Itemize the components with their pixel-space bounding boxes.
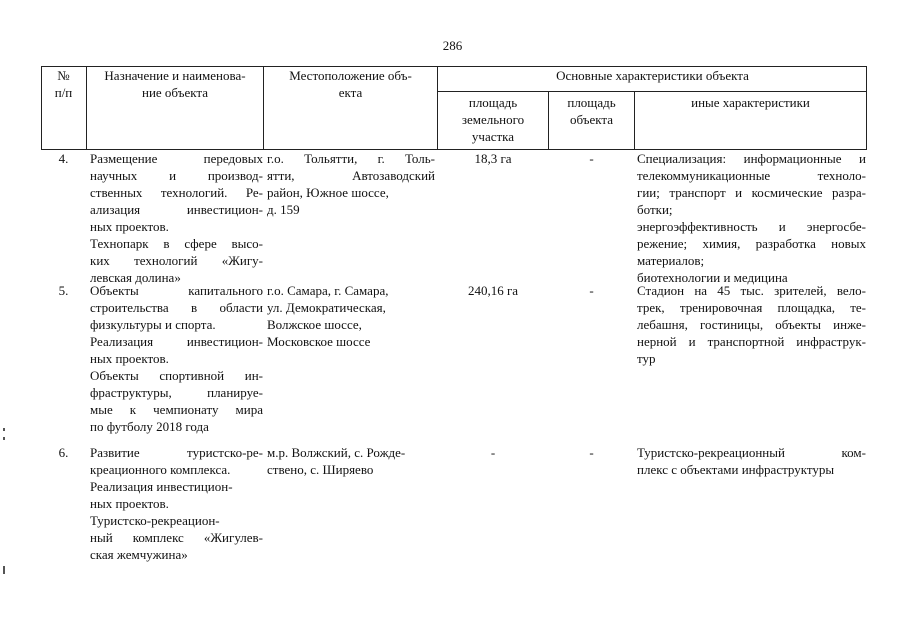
- row-5-object-area: -: [589, 283, 594, 298]
- row-6-land-area: -: [490, 445, 496, 460]
- header-num: № п/п: [54, 68, 73, 100]
- row-6-object-area: -: [589, 445, 594, 460]
- header-object-area: площадь объекта: [567, 95, 616, 127]
- row-5-land-area: 240,16 га: [467, 283, 519, 298]
- objects-table: [41, 66, 867, 640]
- row-4-location: г.о. Тольятти, г. Толь- ятти, Автозаводский район, Южное шоссе, д. 159: [267, 151, 435, 217]
- row-6-location: м.р. Волжский, с. Рожде- ствено, с. Ширяево: [267, 445, 406, 477]
- row-5-name: Объекты капитального строительства в области физкультуры и спорта. Реализация инвестицион- ных проектов. Объекты спортивной ин- фраструктуры, планируе- мые к чемпионату мира по футболу 2018 года: [90, 283, 263, 434]
- header-main-characteristics: Основные характеристики объекта: [556, 68, 749, 83]
- row-6-other: Туристско-рекреационный ком- плекс с объектами инфраструктуры: [637, 445, 866, 477]
- page-number: 286: [442, 38, 463, 53]
- row-6-name: Развитие туристско-ре- креационного комплекса. Реализация инвестицион- ных проектов. Туристско-рекреацион- ный комплекс «Жигулев- ская жемчужина»: [90, 445, 263, 562]
- row-4-other: Специализация: информационные и телекоммуникационные техноло- гии; транспорт и космические разра- ботки; энергоэффективность и энергосбе- режение; химия, разработка новых материалов; биотехнологии и медицина: [637, 151, 866, 285]
- scan-artifact: [3, 428, 5, 431]
- row-6-num: 6.: [58, 445, 69, 460]
- scan-artifact: [3, 437, 5, 440]
- row-5-location: г.о. Самара, г. Самара, ул. Демократическая, Волжское шоссе, Московское шоссе: [267, 283, 389, 349]
- header-name: Назначение и наименова- ние объекта: [104, 68, 246, 100]
- row-4-object-area: -: [589, 151, 594, 166]
- row-4-land-area: 18,3 га: [474, 151, 512, 166]
- row-5-num: 5.: [58, 283, 69, 298]
- header-location: Местоположение объ- екта: [289, 68, 412, 100]
- row-4-num: 4.: [58, 151, 69, 166]
- row-4-name: Размещение передовых научных и производ- ственных технологий. Ре- ализация инвестицион- ных проектов. Технопарк в сфере высо- ких технологий «Жигу- левская долина»: [90, 151, 263, 285]
- header-subdivider: [437, 91, 867, 92]
- row-5-other: Стадион на 45 тыс. зрителей, вело- трек, тренировочная площадка, те- лебашня, гостиницы, объекты инже- нерной и транспортной инфраструк- тур: [637, 283, 866, 366]
- scan-artifact: [3, 566, 5, 574]
- header-land-area: площадь земельного участка: [461, 95, 525, 144]
- header-other: иные характеристики: [691, 95, 810, 110]
